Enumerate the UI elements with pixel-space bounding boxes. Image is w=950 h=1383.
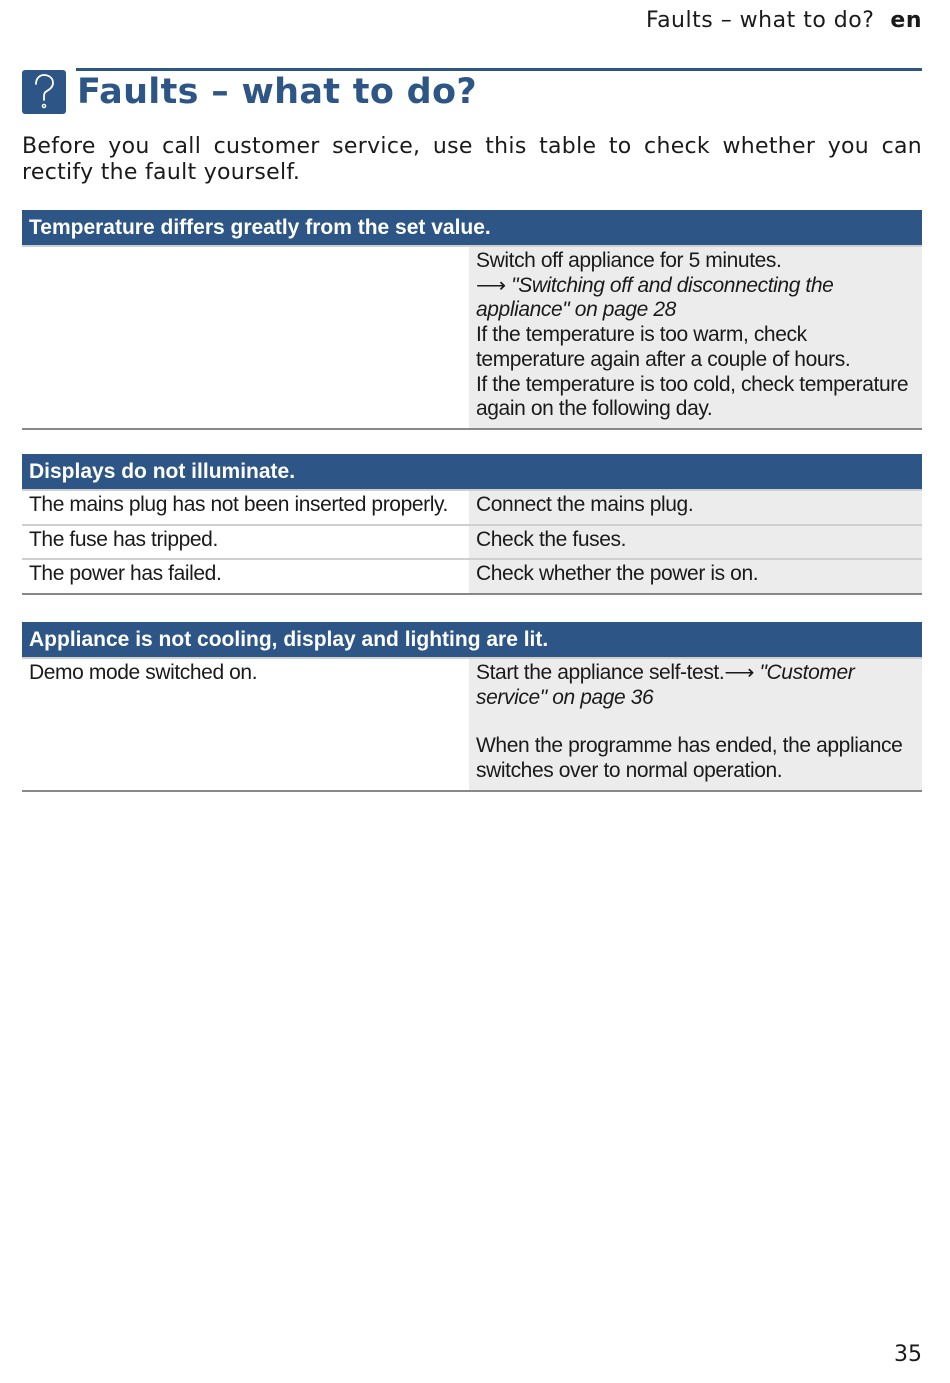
- intro-paragraph: Before you call customer service, use this table to check whether you can rectify the fault yourself.: [22, 134, 922, 185]
- cross-reference[interactable]: [476, 274, 915, 323]
- remedy-cell: [469, 659, 922, 790]
- remedy-cell: [469, 247, 922, 428]
- remedy-line: If the temperature is too warm, check temperature again after a couple of hours.: [476, 323, 851, 371]
- remedy-line: When the programme has ended, the appliance switches over to normal operation.: [476, 734, 903, 783]
- running-header-section: Faults – what to do?: [645, 8, 875, 33]
- page-title: Faults – what to do?: [77, 72, 477, 112]
- remedy-cell: Check the fuses.: [469, 526, 922, 559]
- remedy-line: Switch off appliance for 5 minutes.: [476, 249, 782, 272]
- remedy-line: [476, 661, 915, 710]
- cross-reference-text[interactable]: "Customer service" on page 36: [476, 661, 855, 709]
- table-row: [22, 489, 922, 524]
- table-row: [22, 558, 922, 593]
- question-icon: [22, 70, 66, 114]
- cause-cell: The power has failed.: [22, 560, 469, 593]
- arrow-right-icon: ⟶: [476, 273, 506, 297]
- fault-heading: Appliance is not cooling, display and lighting are lit.: [22, 622, 922, 657]
- remedy-text: Start the appliance self-test.: [476, 661, 725, 684]
- title-row: [22, 68, 922, 116]
- remedy-cell: Check whether the power is on.: [469, 560, 922, 593]
- fault-table-displays: [22, 454, 922, 595]
- cause-cell: The fuse has tripped.: [22, 526, 469, 559]
- fault-heading: Temperature differs greatly from the set value.: [22, 210, 922, 245]
- running-header: [646, 8, 922, 33]
- language-code: en: [890, 8, 922, 33]
- title-rule: [76, 68, 922, 71]
- fault-table-demo-mode: [22, 622, 922, 792]
- page-number: 35: [894, 1342, 922, 1367]
- cause-cell: [22, 247, 469, 428]
- cause-cell: The mains plug has not been inserted properly.: [22, 491, 469, 524]
- cross-reference-text: "Switching off and disconnecting the appliance" on page 28: [476, 273, 834, 322]
- remedy-cell: Connect the mains plug.: [469, 491, 922, 524]
- fault-table-temperature: [22, 210, 922, 430]
- table-row: [22, 524, 922, 559]
- spacer: [476, 710, 915, 734]
- question-mark-glyph: [29, 73, 59, 111]
- remedy-line: If the temperature is too cold, check temperature again on the following day.: [476, 372, 909, 421]
- cause-cell: Demo mode switched on.: [22, 659, 469, 790]
- arrow-right-icon: ⟶: [724, 661, 755, 684]
- fault-heading: Displays do not illuminate.: [22, 454, 922, 489]
- table-row: [22, 657, 922, 790]
- table-row: [22, 245, 922, 428]
